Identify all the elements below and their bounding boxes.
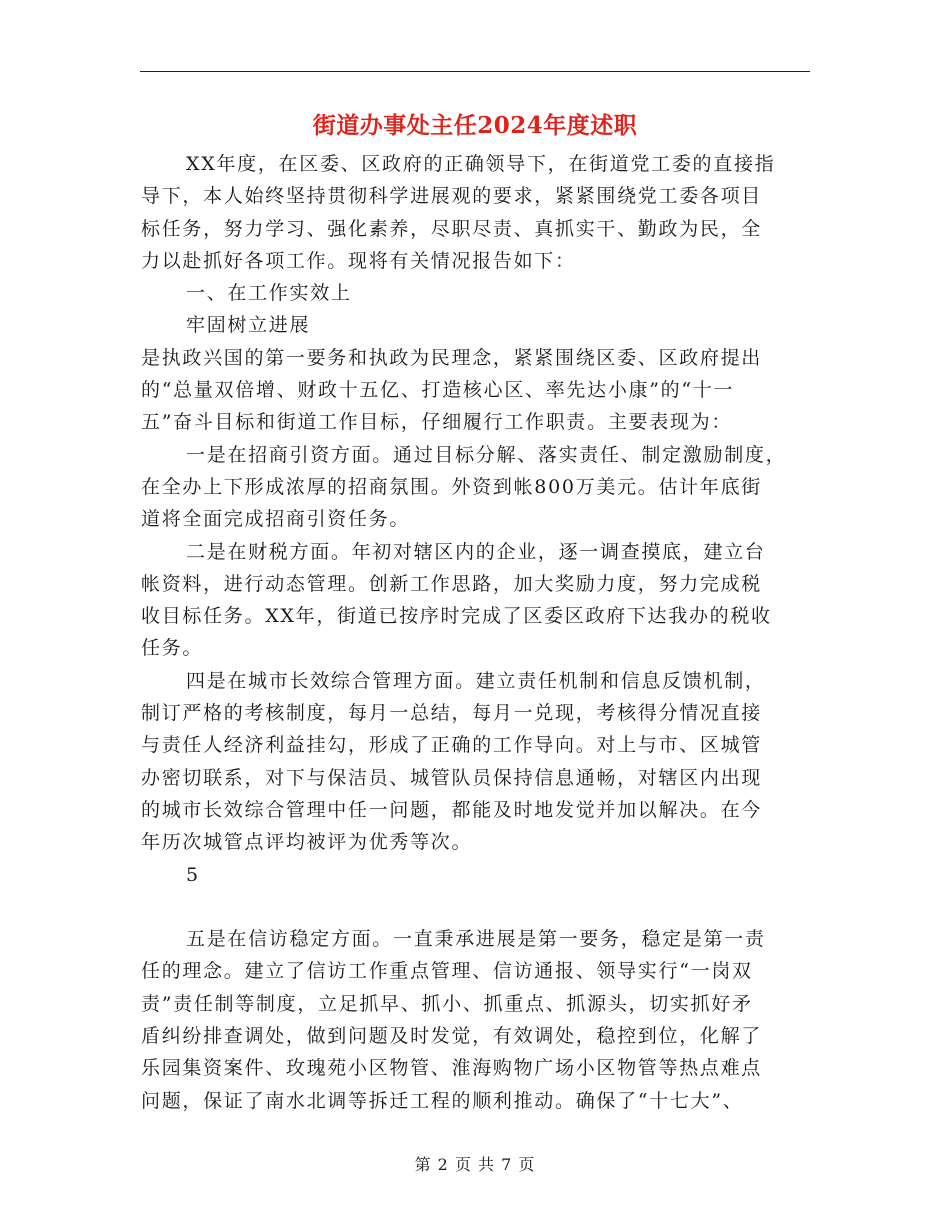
text-line: 五”奋斗目标和街道工作目标，仔细履行工作职责。主要表现为： [141,411,733,434]
page-footer: 第 2 页 共 7 页 [414,1155,536,1174]
text-line: XX年度，在区委、区政府的正确领导下，在街道党工委的直接指 [186,153,776,175]
text-line: 一、在工作实效上 [186,282,352,305]
text-line: 任的理念。建立了信访工作重点管理、信访通报、领导实行“一岗双 [141,960,753,983]
text-line: 四是在城市长效综合管理方面。建立责任机制和信息反馈机制， [186,669,766,692]
document-body [141,148,809,1117]
text-line: 帐资料，进行动态管理。创新工作思路，加大奖励力度，努力完成税 [141,572,763,595]
text-line: 与责任人经济利益挂勾，形成了正确的工作导向。对上与市、区城管 [141,734,763,757]
text-line: 是执政兴国的第一要务和执政为民理念，紧紧围绕区委、区政府提出 [141,346,763,369]
text-line: 乐园集资案件、玫瑰苑小区物管、淮海购物广场小区物管等热点难点 [141,1057,763,1080]
text-line: 责”责任制等制度，立足抓早、抓小、抓重点、抓源头，切实抓好矛 [141,992,753,1015]
text-line: 盾纠纷排查调处，做到问题及时发觉，有效调处，稳控到位，化解了 [141,1025,763,1048]
text-line: 问题，保证了南水北调等拆迁工程的顺利推动。确保了“十七大”、 [141,1089,744,1112]
text-line: 在全办上下形成浓厚的招商氛围。外资到帐800万美元。估计年底街 [141,475,762,498]
text-line: 的“总量双倍增、财政十五亿、打造核心区、率先达小康”的“十一 [141,379,735,402]
text-line: 标任务，努力学习、强化素养，尽职尽责、真抓实干、勤政为民，全 [141,217,763,240]
header-rule [140,71,810,72]
text-line: 收目标任务。XX年，街道已按序时完成了区委区政府下达我办的税收 [141,605,772,628]
text-line: 5 [186,863,200,886]
text-line: 制订严格的考核制度，每月一总结，每月一兑现，考核得分情况直接 [141,702,763,725]
text-line: 力以赴抓好各项工作。现将有关情况报告如下： [141,249,576,272]
text-line: 的城市长效综合管理中任一问题，都能及时地发觉并加以解决。在今 [141,798,763,821]
text-line: 道将全面完成招商引资任务。 [141,508,411,531]
text-line: 牢固树立进展 [186,314,311,337]
text-line: 一是在招商引资方面。通过目标分解、落实责任、制定激励制度， [186,443,787,466]
text-line: 任务。 [141,637,204,660]
text-line: 年历次城管点评均被评为优秀等次。 [141,831,473,854]
text-line: 导下，本人始终坚持贯彻科学进展观的要求，紧紧围绕党工委各项目 [141,185,763,208]
text-line: 五是在信访稳定方面。一直秉承进展是第一要务，稳定是第一责 [186,928,766,951]
blank-line [141,891,809,923]
document-title: 街道办事处主任2024年度述职 [312,112,638,139]
text-line: 二是在财税方面。年初对辖区内的企业，逐一调查摸底，建立台 [186,540,766,563]
text-line: 办密切联系，对下与保洁员、城管队员保持信息通畅，对辖区内出现 [141,766,763,789]
